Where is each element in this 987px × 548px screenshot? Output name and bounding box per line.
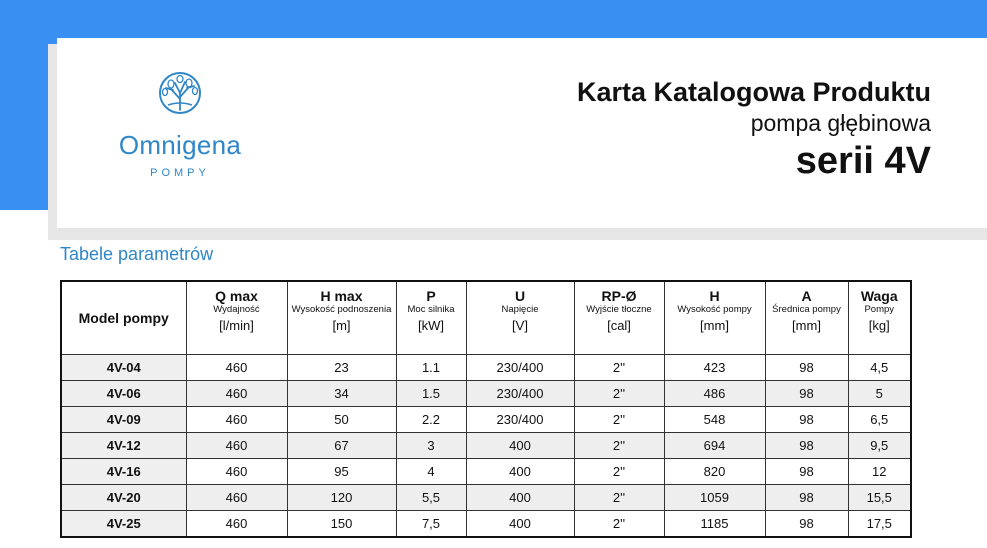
parameters-table bbox=[60, 280, 912, 538]
header-desc: Napięcie bbox=[501, 304, 539, 315]
cell-hmax: 150 bbox=[287, 511, 396, 538]
product-type: pompa głębinowa bbox=[750, 110, 931, 136]
cell-voltage: 400 bbox=[466, 511, 574, 538]
header-weight bbox=[848, 281, 911, 355]
brand-logo bbox=[100, 72, 260, 179]
cell-hmax: 23 bbox=[287, 355, 396, 381]
cell-qmax: 460 bbox=[186, 407, 287, 433]
cell-qmax: 460 bbox=[186, 433, 287, 459]
header-symbol: A bbox=[801, 288, 812, 304]
cell-power: 2.2 bbox=[396, 407, 466, 433]
cell-voltage: 230/400 bbox=[466, 355, 574, 381]
header-unit: [m] bbox=[332, 318, 351, 333]
header-model: Model pompy bbox=[61, 281, 186, 355]
cell-hmax: 34 bbox=[287, 381, 396, 407]
cell-outlet: 2'' bbox=[574, 407, 664, 433]
cell-qmax: 460 bbox=[186, 485, 287, 511]
table-row bbox=[61, 407, 911, 433]
cell-diameter: 98 bbox=[765, 407, 848, 433]
cell-power: 5,5 bbox=[396, 485, 466, 511]
tree-circle-icon bbox=[151, 72, 209, 118]
document-title: Karta Katalogowa Produktu bbox=[576, 77, 931, 107]
cell-voltage: 400 bbox=[466, 485, 574, 511]
cell-model: 4V-04 bbox=[61, 355, 186, 381]
table-row bbox=[61, 355, 911, 381]
cell-model: 4V-09 bbox=[61, 407, 186, 433]
cell-power: 7,5 bbox=[396, 511, 466, 538]
cell-voltage: 230/400 bbox=[466, 407, 574, 433]
cell-qmax: 460 bbox=[186, 511, 287, 538]
header-unit: [kW] bbox=[418, 318, 444, 333]
cell-voltage: 400 bbox=[466, 459, 574, 485]
header-diameter bbox=[765, 281, 848, 355]
header-voltage bbox=[466, 281, 574, 355]
header-desc: Pompy bbox=[864, 304, 895, 315]
table-row bbox=[61, 511, 911, 538]
header-unit: [mm] bbox=[792, 318, 821, 333]
brand-name: Omnigena bbox=[118, 130, 242, 160]
cell-qmax: 460 bbox=[186, 355, 287, 381]
cell-hmax: 95 bbox=[287, 459, 396, 485]
cell-voltage: 400 bbox=[466, 433, 574, 459]
cell-power: 4 bbox=[396, 459, 466, 485]
cell-model: 4V-25 bbox=[61, 511, 186, 538]
header-unit: [mm] bbox=[700, 318, 729, 333]
header-unit: [cal] bbox=[607, 318, 631, 333]
table-header-row bbox=[61, 281, 911, 355]
cell-hmax: 67 bbox=[287, 433, 396, 459]
header-symbol: Q max bbox=[215, 288, 258, 304]
cell-diameter: 98 bbox=[765, 485, 848, 511]
header-power bbox=[396, 281, 466, 355]
cell-height: 486 bbox=[664, 381, 765, 407]
cell-outlet: 2'' bbox=[574, 459, 664, 485]
cell-power: 1.1 bbox=[396, 355, 466, 381]
header-outlet bbox=[574, 281, 664, 355]
header-unit: [l/min] bbox=[219, 318, 254, 333]
cell-diameter: 98 bbox=[765, 459, 848, 485]
cell-model: 4V-12 bbox=[61, 433, 186, 459]
header-symbol: U bbox=[514, 288, 526, 304]
cell-model: 4V-20 bbox=[61, 485, 186, 511]
header-desc: Wyjście tłoczne bbox=[586, 304, 652, 315]
cell-model: 4V-06 bbox=[61, 381, 186, 407]
cell-qmax: 460 bbox=[186, 459, 287, 485]
cell-diameter: 98 bbox=[765, 511, 848, 538]
product-series: serii 4V bbox=[795, 140, 931, 182]
header-desc: Wydajność bbox=[213, 304, 260, 315]
cell-power: 1.5 bbox=[396, 381, 466, 407]
cell-outlet: 2'' bbox=[574, 511, 664, 538]
header-desc: Wysokość pompy bbox=[677, 304, 752, 315]
table-row bbox=[61, 381, 911, 407]
cell-power: 3 bbox=[396, 433, 466, 459]
cell-diameter: 98 bbox=[765, 355, 848, 381]
cell-qmax: 460 bbox=[186, 381, 287, 407]
header-symbol: H max bbox=[320, 288, 363, 304]
cell-height: 423 bbox=[664, 355, 765, 381]
table-row bbox=[61, 485, 911, 511]
cell-weight: 15,5 bbox=[848, 485, 911, 511]
cell-height: 820 bbox=[664, 459, 765, 485]
header-symbol: RP-Ø bbox=[601, 288, 637, 304]
header-qmax bbox=[186, 281, 287, 355]
cell-weight: 17,5 bbox=[848, 511, 911, 538]
header-symbol: P bbox=[426, 288, 436, 304]
header-unit: [V] bbox=[512, 318, 528, 333]
header-desc: Wysokość podnoszenia bbox=[291, 304, 392, 315]
cell-height: 1059 bbox=[664, 485, 765, 511]
cell-diameter: 98 bbox=[765, 381, 848, 407]
header-hmax bbox=[287, 281, 396, 355]
cell-height: 694 bbox=[664, 433, 765, 459]
cell-outlet: 2'' bbox=[574, 485, 664, 511]
cell-weight: 5 bbox=[848, 381, 911, 407]
header-unit: [kg] bbox=[868, 318, 890, 333]
table-row bbox=[61, 433, 911, 459]
cell-model: 4V-16 bbox=[61, 459, 186, 485]
header-symbol: H bbox=[709, 288, 720, 304]
title-block bbox=[577, 76, 931, 184]
header-symbol: Waga bbox=[860, 288, 898, 304]
cell-hmax: 120 bbox=[287, 485, 396, 511]
cell-outlet: 2'' bbox=[574, 355, 664, 381]
table-row bbox=[61, 459, 911, 485]
section-title: Tabele parametrów bbox=[60, 244, 214, 264]
brand-subtitle: POMPY bbox=[150, 167, 210, 179]
cell-weight: 9,5 bbox=[848, 433, 911, 459]
cell-diameter: 98 bbox=[765, 433, 848, 459]
cell-voltage: 230/400 bbox=[466, 381, 574, 407]
header-desc: Moc silnika bbox=[407, 304, 455, 315]
header-desc: Średnica pompy bbox=[772, 304, 841, 315]
cell-weight: 6,5 bbox=[848, 407, 911, 433]
cell-height: 1185 bbox=[664, 511, 765, 538]
cell-weight: 4,5 bbox=[848, 355, 911, 381]
cell-height: 548 bbox=[664, 407, 765, 433]
cell-outlet: 2'' bbox=[574, 433, 664, 459]
header-height bbox=[664, 281, 765, 355]
cell-weight: 12 bbox=[848, 459, 911, 485]
cell-hmax: 50 bbox=[287, 407, 396, 433]
cell-outlet: 2'' bbox=[574, 381, 664, 407]
